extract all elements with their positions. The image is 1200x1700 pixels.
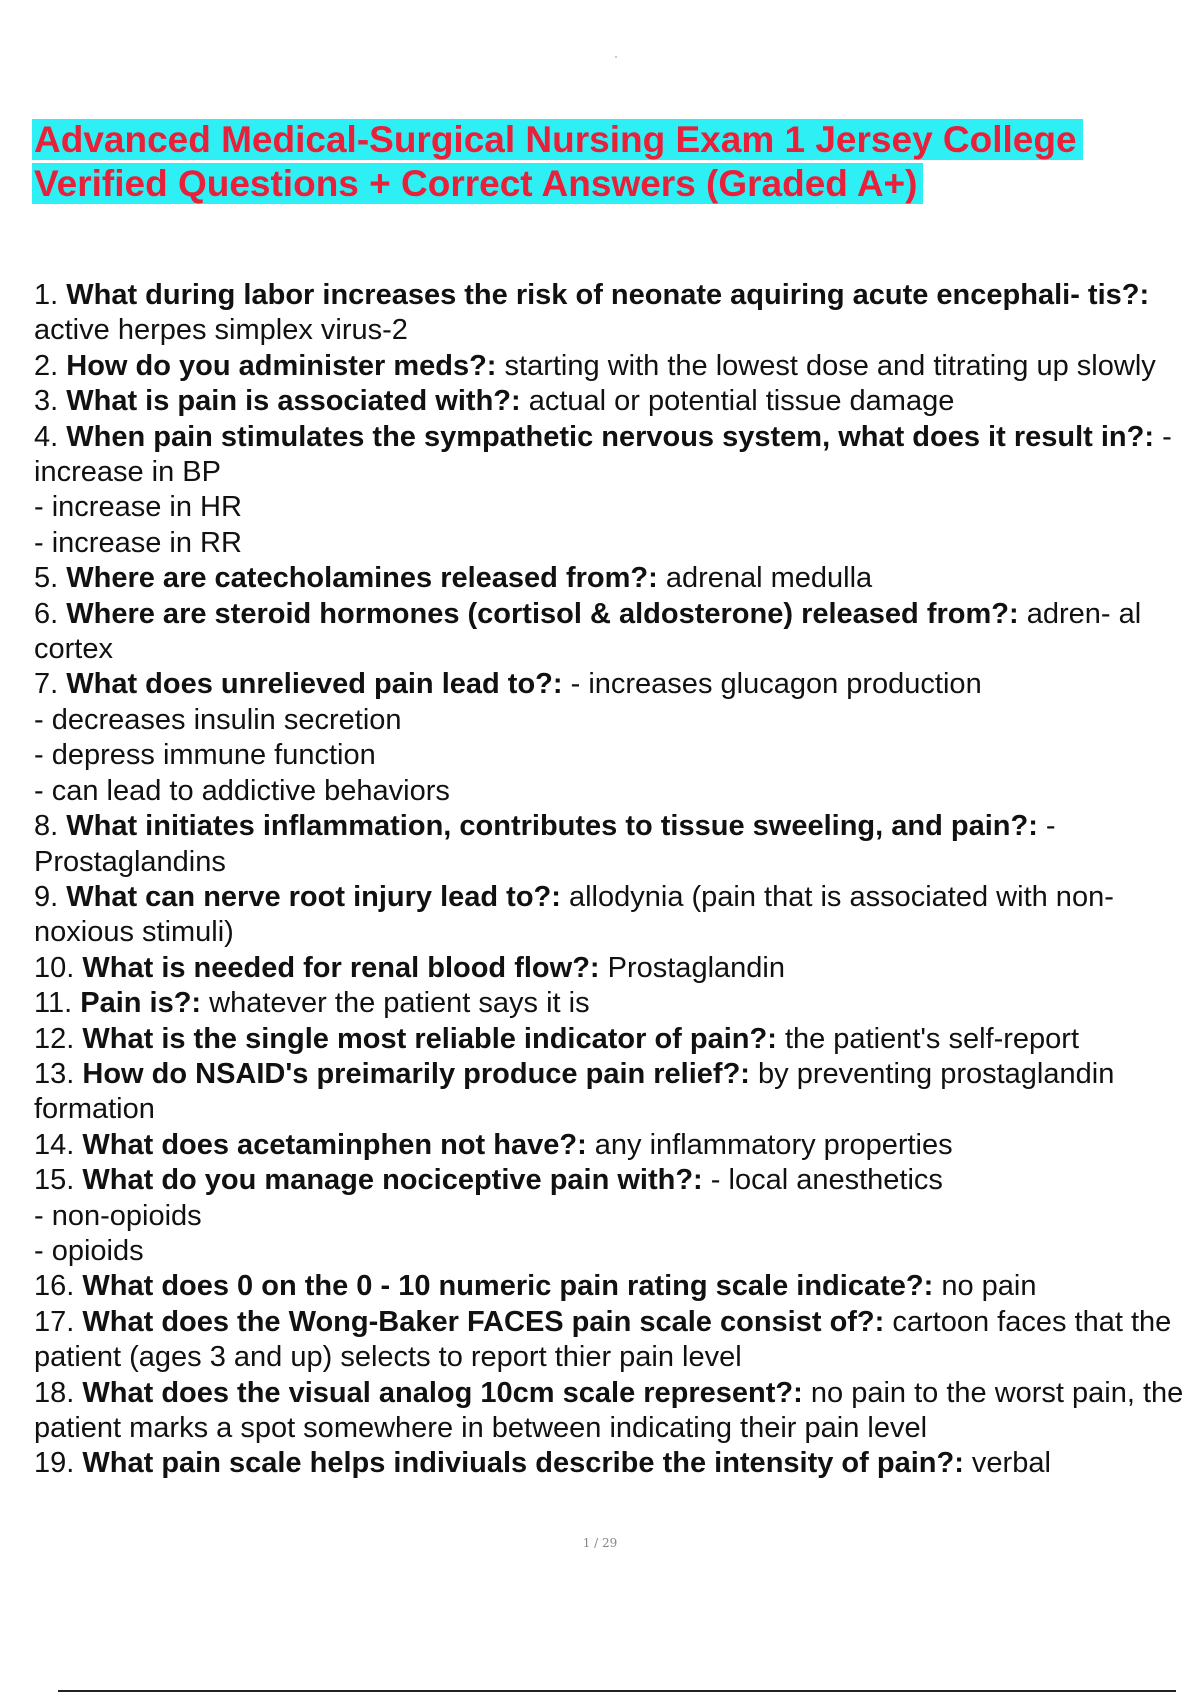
qa-number: 19. bbox=[34, 1447, 75, 1480]
qa-answer: Prostaglandin bbox=[607, 951, 785, 984]
qa-answer: no pain bbox=[941, 1270, 1037, 1303]
qa-question: What does 0 on the 0 - 10 numeric pain rating scale indicate?: bbox=[82, 1270, 934, 1303]
question-answer-list bbox=[34, 278, 1190, 1482]
qa-item bbox=[34, 349, 1190, 384]
qa-item bbox=[34, 561, 1190, 596]
qa-item bbox=[34, 1057, 1190, 1128]
title-line-2: Verified Questions + Correct Answers (Graded A+) bbox=[32, 163, 923, 204]
qa-answer: - increase in BP bbox=[34, 420, 1172, 489]
qa-question: What is pain is associated with?: bbox=[66, 385, 521, 418]
page-bottom-rule bbox=[58, 1690, 1176, 1692]
qa-answer: the patient's self-report bbox=[784, 1022, 1080, 1055]
qa-item bbox=[34, 1163, 1190, 1269]
qa-answer-line: - non-opioids bbox=[34, 1199, 202, 1232]
qa-number: 11. bbox=[34, 987, 73, 1020]
qa-answer: starting with the lowest dose and titrating up slowly bbox=[504, 349, 1156, 382]
qa-item bbox=[34, 1128, 1190, 1163]
qa-item bbox=[34, 809, 1190, 880]
qa-item bbox=[34, 986, 1190, 1021]
qa-question: What does acetaminphen not have?: bbox=[82, 1128, 587, 1161]
qa-item bbox=[34, 278, 1190, 349]
qa-item bbox=[34, 597, 1190, 668]
qa-answer: whatever the patient says it is bbox=[209, 987, 590, 1020]
qa-question: What initiates inflammation, contributes to tissue sweeling, and pain?: bbox=[66, 810, 1038, 843]
qa-item bbox=[34, 1269, 1190, 1304]
qa-question: What is the single most reliable indicator of pain?: bbox=[82, 1022, 777, 1055]
qa-number: 13. bbox=[34, 1057, 75, 1090]
qa-answer-line: - opioids bbox=[34, 1234, 144, 1267]
qa-item bbox=[34, 1376, 1190, 1447]
qa-question: What is needed for renal blood flow?: bbox=[82, 951, 600, 984]
qa-number: 15. bbox=[34, 1164, 75, 1197]
qa-number: 9. bbox=[34, 880, 59, 913]
qa-item bbox=[34, 880, 1190, 951]
qa-question: Where are steroid hormones (cortisol & aldosterone) released from?: bbox=[66, 597, 1019, 630]
qa-answer-line: - decreases insulin secretion bbox=[34, 703, 402, 736]
qa-number: 10. bbox=[34, 951, 75, 984]
qa-number: 16. bbox=[34, 1270, 75, 1303]
qa-answer: adren- al cortex bbox=[34, 597, 1142, 666]
qa-answer: active herpes simplex virus-2 bbox=[34, 314, 408, 347]
document-title bbox=[32, 118, 1182, 206]
qa-number: 1. bbox=[34, 279, 59, 311]
qa-item bbox=[34, 951, 1190, 986]
qa-answer: by preventing prostaglandin formation bbox=[34, 1057, 1115, 1126]
qa-question: When pain stimulates the sympathetic nervous system, what does it result in?: bbox=[66, 420, 1154, 453]
qa-answer: verbal bbox=[971, 1447, 1051, 1480]
qa-question: What during labor increases the risk of neonate aquiring acute encephali- tis?: bbox=[66, 279, 1150, 311]
qa-number: 6. bbox=[34, 597, 59, 630]
qa-answer: any inflammatory properties bbox=[594, 1128, 953, 1161]
qa-question: What can nerve root injury lead to?: bbox=[66, 880, 561, 913]
qa-question: Pain is?: bbox=[80, 987, 202, 1020]
qa-answer: adrenal medulla bbox=[665, 562, 873, 595]
qa-item bbox=[34, 667, 1190, 809]
qa-item bbox=[34, 384, 1190, 419]
qa-question: What does the Wong-Baker FACES pain scale consist of?: bbox=[82, 1305, 885, 1338]
qa-question: What pain scale helps indiviuals describe the intensity of pain?: bbox=[82, 1447, 964, 1480]
qa-number: 7. bbox=[34, 668, 59, 701]
qa-answer: - Prostaglandins bbox=[34, 810, 1056, 878]
qa-question: How do NSAID's preimarily produce pain relief?: bbox=[82, 1057, 750, 1090]
qa-number: 12. bbox=[34, 1022, 75, 1055]
qa-answer-line: - increase in HR bbox=[34, 491, 242, 524]
scan-artifact-dot bbox=[615, 56, 617, 58]
qa-number: 17. bbox=[34, 1305, 75, 1338]
qa-question: How do you administer meds?: bbox=[66, 349, 497, 382]
qa-number: 3. bbox=[34, 385, 59, 418]
qa-number: 2. bbox=[34, 349, 59, 382]
qa-answer-line: - depress immune function bbox=[34, 739, 376, 772]
qa-answer: actual or potential tissue damage bbox=[528, 385, 955, 418]
qa-answer-line: - can lead to addictive behaviors bbox=[34, 774, 450, 807]
qa-answer: allodynia (pain that is associated with non-noxious stimuli) bbox=[34, 880, 1114, 949]
qa-answer: - local anesthetics bbox=[710, 1164, 943, 1197]
qa-question: What does the visual analog 10cm scale represent?: bbox=[82, 1376, 803, 1409]
qa-question: Where are catecholamines released from?: bbox=[66, 562, 658, 595]
qa-number: 8. bbox=[34, 810, 59, 843]
qa-number: 5. bbox=[34, 562, 59, 595]
qa-question: What do you manage nociceptive pain with?: bbox=[82, 1164, 703, 1197]
qa-answer: - increases glucagon production bbox=[570, 668, 982, 701]
title-line-1: Advanced Medical-Surgical Nursing Exam 1 Jersey College bbox=[32, 119, 1083, 160]
qa-item bbox=[34, 1305, 1190, 1376]
qa-question: What does unrelieved pain lead to?: bbox=[66, 668, 563, 701]
qa-number: 18. bbox=[34, 1376, 75, 1409]
qa-number: 14. bbox=[34, 1128, 75, 1161]
qa-item bbox=[34, 1022, 1190, 1057]
qa-answer-line: - increase in RR bbox=[34, 526, 242, 559]
qa-answer: cartoon faces that the patient (ages 3 and up) selects to report thier pain level bbox=[34, 1305, 1172, 1374]
qa-item bbox=[34, 1446, 1190, 1481]
page-indicator: 1 / 29 bbox=[582, 1536, 618, 1550]
qa-item bbox=[34, 420, 1190, 562]
qa-number: 4. bbox=[34, 420, 59, 453]
qa-answer: no pain to the worst pain, the patient marks a spot somewhere in between indicating their pain level bbox=[34, 1376, 1184, 1444]
